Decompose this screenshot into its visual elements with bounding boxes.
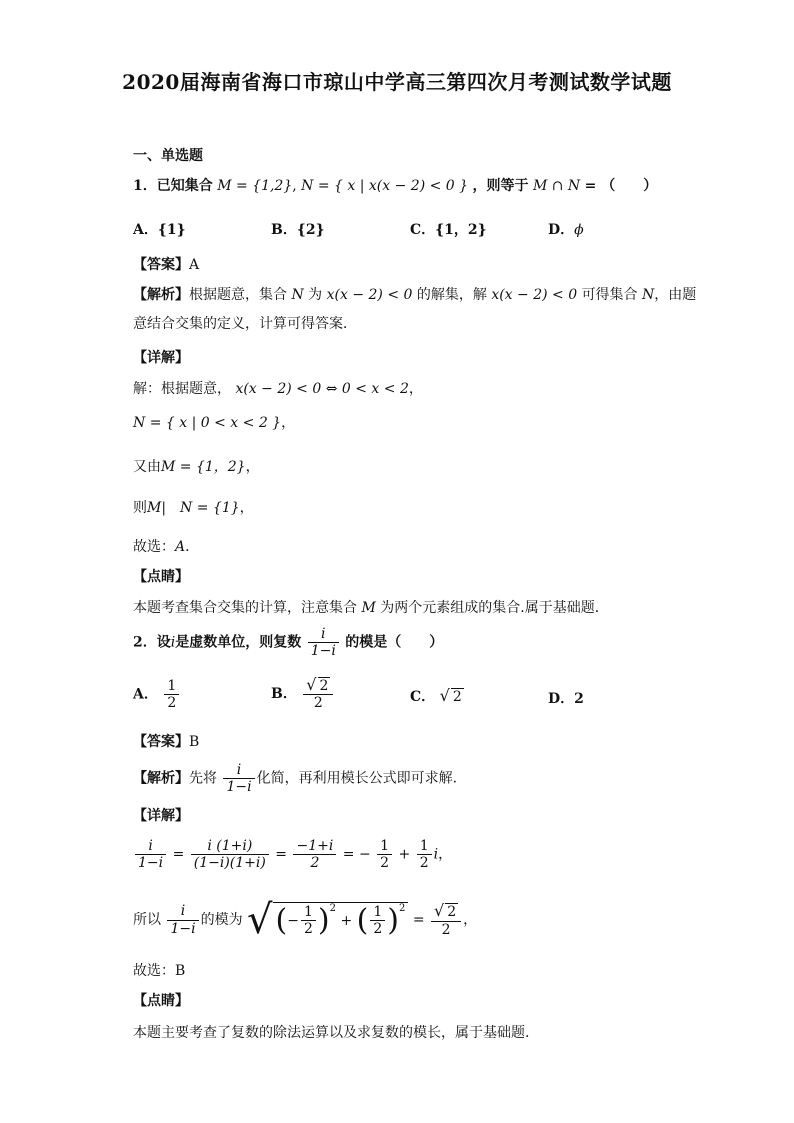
q2-modulus: 所以 $\frac{i}{1-i}$ 的模为 √ (− $\frac{1}{2}$ )$^2$ + ( $\frac{1}{2}$ )$^2$ = $\frac{√ 2}{2}$ ， [133,897,478,943]
q2-option-a: A． $\frac{1}{2}$ [133,678,181,711]
q2-option-d: D．2 [548,691,584,707]
q2-answer: 【答案】B [133,734,200,750]
q1-detail-line5: 故选：A． [133,539,200,555]
q1-analysis-line1: 【解析】根据题意，集合 N 为 x(x − 2) < 0 的解集，解 x(x − 2) < 0 可得集合 N，由题 [133,287,697,303]
sqrt-icon: √ [434,901,445,921]
q1-stem: 1．已知集合 M = {1,2}, N = { x | x(x − 2) < 0 } ，则等于 M ∩ N = （ ） [133,178,658,194]
q1-detail-line3: 又由M = {1，2}， [133,459,260,475]
page-title: 2020届海南省海口市琼山中学高三第四次月考测试数学试题 [122,70,672,94]
q1-detail-line1: 解：根据题意， x(x − 2) < 0 ⇔ 0 < x < 2， [133,381,423,397]
q1-option-c: C．{1，2} [410,222,487,238]
q2-detail-heading: 【详解】 [133,808,189,824]
q2-comment: 本题主要考查了复数的除法运算以及求复数的模长，属于基础题. [133,1025,530,1041]
q1-option-a: A．{1} [133,222,186,238]
sqrt-icon: √ [247,897,273,943]
sqrt-icon: √ [306,675,317,694]
q1-detail-line4: 则M| N = {1}， [133,500,254,516]
q1-comment: 本题考查集合交集的计算，注意集合 M 为两个元素组成的集合.属于基础题． [133,600,609,616]
q1-answer: 【答案】A [133,257,200,273]
section-heading: 一、单选题 [133,148,203,164]
q2-analysis: 【解析】先将 $\frac{i}{1-i}$ 化简，再利用模长公式即可求解. [133,762,458,796]
q2-stem: 2．设i是虚数单位，则复数 $\frac{i}{1-i}$ 的模是（ ） [133,626,444,660]
q1-comment-heading: 【点睛】 [133,569,189,585]
q2-option-c: C． √ 2 [410,686,462,705]
q1-detail-heading: 【详解】 [133,350,189,366]
sqrt-icon: √ [439,686,450,705]
q2-choose: 故选：B [133,963,186,979]
q2-equation: $\frac{i}{1-i}$ = $\frac{i (1+i)}{(1-i)(1+i)}$ = $\frac{-1+i}{2}$ = − $\frac{1}{2}$ + $\frac{1}{2}$ i， [133,838,452,871]
q2-comment-heading: 【点睛】 [133,993,189,1009]
q2-option-b: B． $\frac{√ 2}{2}$ [271,676,335,711]
q1-option-d: D．ϕ [548,222,584,238]
q1-analysis-line2: 意结合交集的定义，计算可得答案． [133,316,357,332]
q1-detail-line2: N = { x | 0 < x < 2 }， [133,415,296,431]
q2-stem-fraction: $\frac{i}{1-i}$ [308,626,339,659]
q1-option-b: B．{2} [271,222,325,238]
